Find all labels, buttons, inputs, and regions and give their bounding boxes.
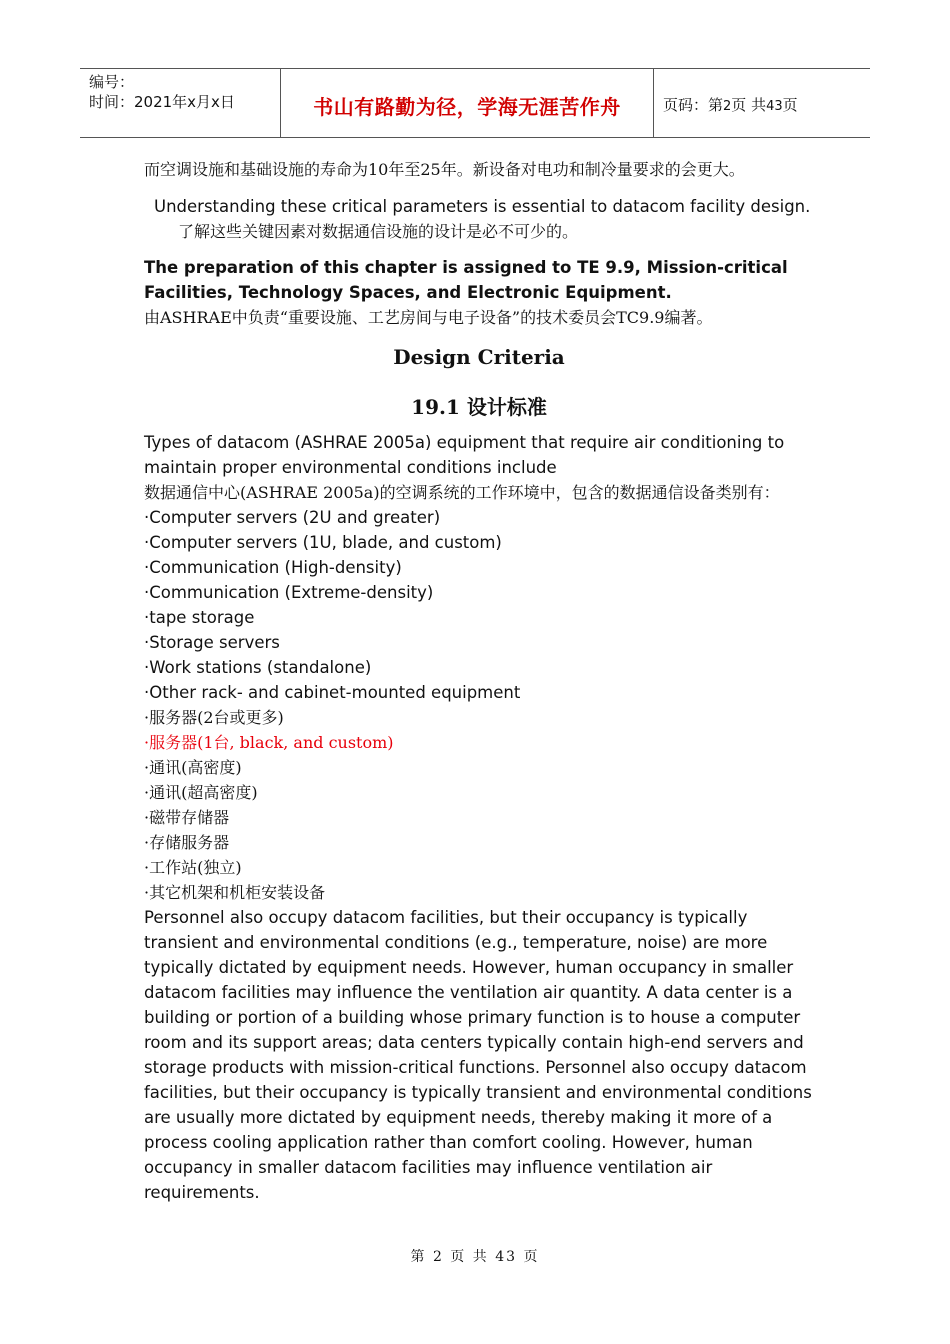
list-item: ·存储服务器 — [144, 833, 230, 852]
page-mid: 页 共 — [731, 96, 767, 114]
list-item: ·tape storage — [144, 608, 255, 627]
paragraph-understanding-zh: 了解这些关键因素对数据通信设施的设计是必不可少的。 — [178, 222, 579, 241]
equipment-list-zh — [144, 705, 814, 905]
list-item-highlighted: ·服务器(1台, black, and custom) — [144, 733, 394, 752]
list-item: ·磁带存储器 — [144, 808, 230, 827]
list-item: ·Work stations (standalone) — [144, 658, 372, 677]
page-counter — [663, 94, 798, 115]
list-item: ·工作站(独立) — [144, 858, 242, 877]
motto-text: 书山有路勤为径，学海无涯苦作舟 — [313, 95, 621, 119]
heading-design-criteria-zh: 19.1 设计标准 — [411, 395, 547, 419]
document-body — [144, 157, 814, 1205]
paragraph-understanding-en: Understanding these critical parameters is essential to datacom facility design. — [154, 197, 811, 216]
page-current: 2 — [723, 99, 732, 114]
list-item: ·Communication (Extreme-density) — [144, 583, 434, 602]
list-item: ·Storage servers — [144, 633, 280, 652]
paragraph-personnel-en: Personnel also occupy datacom facilities, but their occupancy is typically transient and environmental conditions (e.g., temperature, noise) are more typically dictated by equipment needs. However, human occupancy in smaller datacom facilities may influence the ventilation air quantity. A data center is a building or portion of a building whose primary function is to house a computer room and its support areas; data centers typically contain high-end servers and storage products with mission-critical functions. Personnel also occupy datacom facilities, but their occupancy is typically transient and environmental conditions are usually more dictated by equipment needs, thereby making it more of a process cooling application rather than comfort cooling. However, human occupancy in smaller datacom facilities may influence ventilation air requirements. — [144, 908, 812, 1202]
list-item: ·通讯(高密度) — [144, 758, 242, 777]
document-number-label: 编号： — [89, 73, 135, 91]
header-info-cell — [80, 69, 281, 137]
page-total: 43 — [766, 99, 783, 114]
list-item: ·通讯(超高密度) — [144, 783, 258, 802]
heading-design-criteria: Design Criteria — [393, 345, 565, 369]
equipment-list-en — [144, 505, 814, 705]
paragraph-preparation-zh: 由ASHRAE中负责“重要设施、工艺房间与电子设备”的技术委员会TC9.9编著。 — [144, 308, 713, 327]
header-motto-cell — [281, 69, 654, 137]
paragraph-lifespan-zh: 而空调设施和基础设施的寿命为10年至25年。新设备对电功和制冷量要求的会更大。 — [144, 160, 745, 179]
document-date-label: 时间：2021年x月x日 — [89, 93, 235, 111]
page-prefix: 页码：第 — [663, 96, 724, 114]
page-footer: 第 2 页 共 43 页 — [410, 1249, 540, 1265]
header-page-cell — [654, 69, 870, 137]
list-item: ·Computer servers (1U, blade, and custom) — [144, 533, 502, 552]
page-suffix: 页 — [782, 96, 798, 114]
page-header — [80, 68, 870, 138]
list-item: ·Other rack- and cabinet-mounted equipment — [144, 683, 521, 702]
list-item: ·Communication (High-density) — [144, 558, 402, 577]
paragraph-types-zh: 数据通信中心(ASHRAE 2005a)的空调系统的工作环境中，包含的数据通信设备类别有： — [144, 483, 780, 502]
list-item: ·服务器(2台或更多) — [144, 708, 284, 727]
paragraph-types-en: Types of datacom (ASHRAE 2005a) equipment that require air conditioning to maintain proper environmental conditions include — [144, 433, 785, 477]
list-item: ·Computer servers (2U and greater) — [144, 508, 441, 527]
paragraph-preparation-en: The preparation of this chapter is assigned to TE 9.9, Mission-critical Facilities, Technology Spaces, and Electronic Equipment. — [144, 258, 788, 302]
list-item: ·其它机架和机柜安装设备 — [144, 883, 326, 902]
